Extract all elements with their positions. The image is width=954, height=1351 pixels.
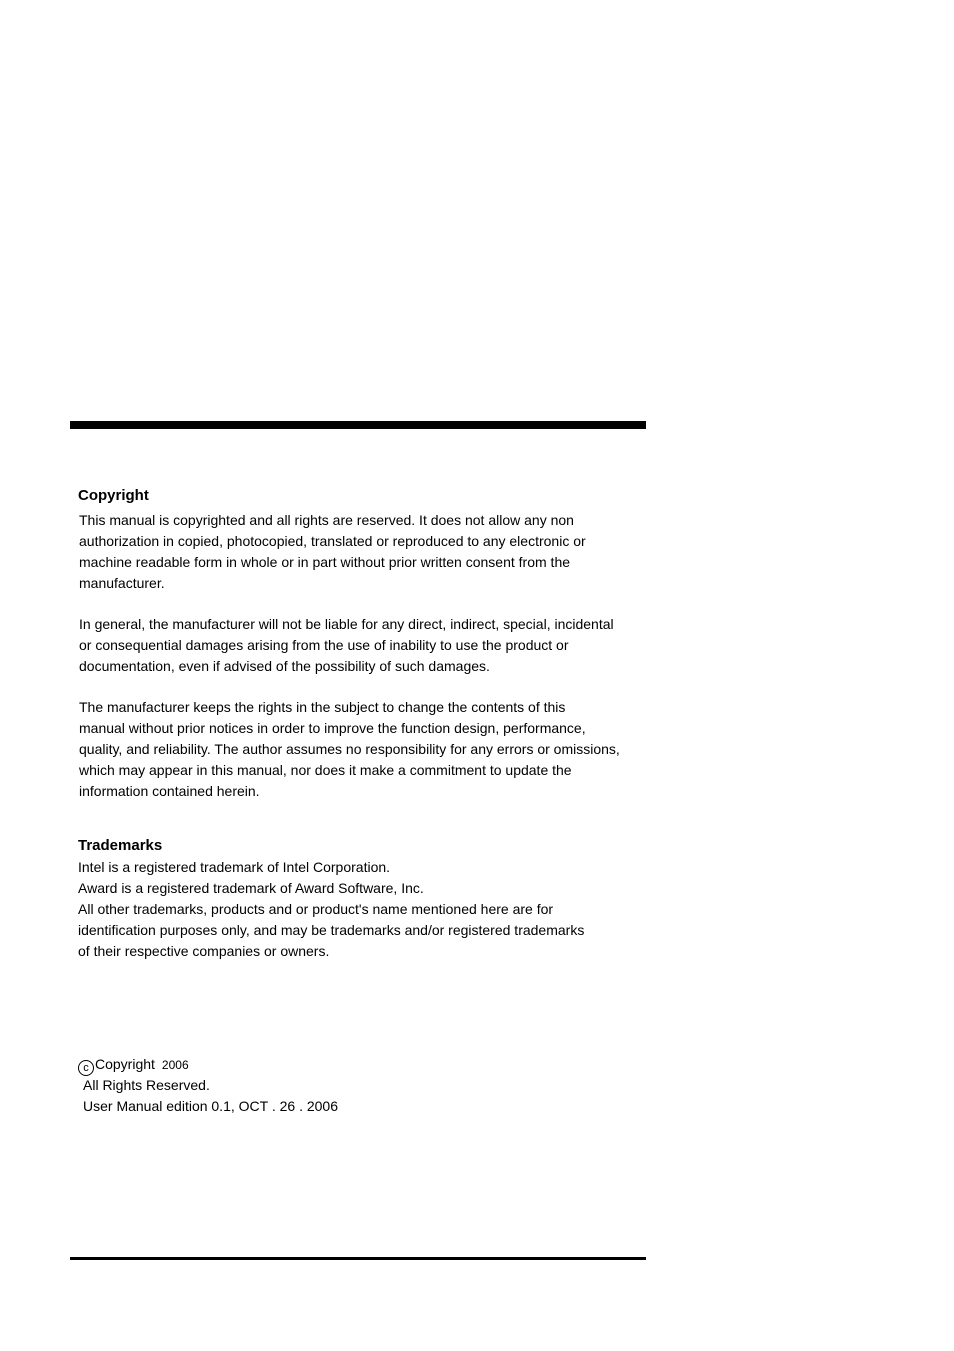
text-line: All other trademarks, products and or product's name mentioned here are for <box>78 901 554 917</box>
text-line: or consequential damages arising from the use of inability to use the product or <box>79 637 569 653</box>
copyright-year: 2006 <box>161 1058 189 1072</box>
text-line: The manufacturer keeps the rights in the subject to change the contents of this <box>79 699 566 715</box>
manual-edition: User Manual edition 0.1, OCT . 26 . 2006 <box>83 1098 338 1114</box>
text-line: machine readable form in whole or in part without prior written consent from the <box>79 554 571 570</box>
bottom-divider <box>70 1257 646 1260</box>
text-line: manual without prior notices in order to improve the function design, performance, <box>79 720 586 736</box>
text-line: authorization in copied, photocopied, translated or reproduced to any electronic or <box>79 533 586 549</box>
text-line: quality, and reliability. The author assumes no responsibility for any errors or omissions, <box>79 741 620 757</box>
copyright-paragraph-3 <box>79 697 620 802</box>
copyright-heading: Copyright <box>78 487 149 504</box>
text-line: Intel is a registered trademark of Intel Corporation. <box>78 859 391 875</box>
copyright-paragraph-2 <box>79 614 614 677</box>
text-line: identification purposes only, and may be trademarks and/or registered trademarks <box>78 922 585 938</box>
text-line: In general, the manufacturer will not be liable for any direct, indirect, special, incidental <box>79 616 614 632</box>
trademarks-paragraph <box>78 857 584 962</box>
top-divider <box>70 421 646 429</box>
text-line: manufacturer. <box>79 575 165 591</box>
text-line: documentation, even if advised of the possibility of such damages. <box>79 658 490 674</box>
copyright-footer <box>78 1054 338 1117</box>
text-line: of their respective companies or owners. <box>78 943 330 959</box>
text-line: information contained herein. <box>79 783 260 799</box>
trademarks-heading: Trademarks <box>78 837 163 854</box>
text-line: Award is a registered trademark of Award Software, Inc. <box>78 880 424 896</box>
text-line: which may appear in this manual, nor does it make a commitment to update the <box>79 762 572 778</box>
copyright-symbol-icon: c <box>78 1060 94 1076</box>
copyright-notice <box>78 1054 338 1075</box>
text-line: This manual is copyrighted and all rights are reserved. It does not allow any non <box>79 512 574 528</box>
copyright-paragraph-1 <box>79 510 586 594</box>
rights-reserved: All Rights Reserved. <box>83 1077 210 1093</box>
copyright-label: Copyright <box>95 1056 155 1072</box>
